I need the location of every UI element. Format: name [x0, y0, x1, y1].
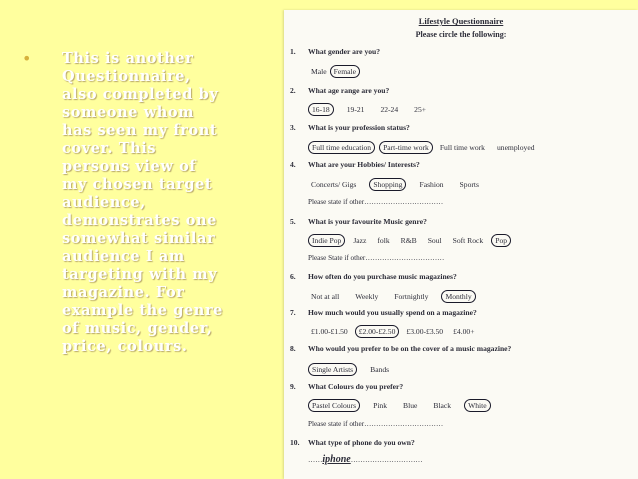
bullet-item: [22, 50, 272, 356]
question-4-options: Concerts/ Gigs Shopping Fashion Sports: [311, 180, 479, 189]
question-9-options: Pastel Colours Pink Blue Black White: [308, 399, 501, 412]
question-6: 6. How often do you purchase music magazines?: [290, 272, 457, 281]
question-10: 10. What type of phone do you own?: [290, 438, 415, 447]
question-6-options: Not at all Weekly Fortnightly Monthly: [308, 290, 486, 303]
question-5-note: Please State if other……………………………: [308, 254, 445, 262]
question-8-options: Single Artists Bands: [308, 363, 402, 376]
bullet-dot-icon: •: [22, 49, 32, 68]
question-3: 3. What is your profession status?: [290, 123, 410, 132]
questionnaire-subtitle: Please circle the following:: [415, 30, 507, 39]
handwritten-answer: iphone: [322, 454, 351, 465]
question-2: 2. What age range are you?: [290, 86, 390, 95]
question-9: 9. What Colours do you prefer?: [290, 382, 404, 391]
question-7-options: £1.00-£1.50 £2.00-£2.50 £3.00-£3.50 £4.00+: [311, 327, 475, 336]
questionnaire-scan: [284, 10, 638, 479]
question-1: 1. What gender are you?: [290, 47, 381, 56]
question-5: 5. What is your favourite Music genre?: [290, 217, 427, 226]
question-2-options: 16-18 19-21 22-24 25+: [308, 103, 439, 116]
question-10-answer: ……iphone…………………………: [308, 454, 423, 465]
bullet-list: [22, 50, 272, 356]
question-4: 4. What are your Hobbies/ Interests?: [290, 160, 420, 169]
bullet-text: This is another Questionnaire, also completed by someone whom has seen my front cover. This persons view of my chosen target audience, demonstrates one somewhat similar audience I am targeting with my magazine. For example the genre of music, gender, price, colours.: [62, 50, 224, 355]
question-7: 7. How much would you usually spend on a magazine?: [290, 308, 477, 317]
question-5-options: Indie Pop Jazz folk R&B Soul Soft Rock Pop: [308, 234, 521, 247]
question-8: 8. Who would you prefer to be on the cover of a music magazine?: [290, 344, 512, 353]
question-3-options: Full time education Part-time work Full time work unemployed: [308, 141, 548, 154]
question-1-options: Male Female: [308, 65, 370, 78]
question-9-note: Please state if other……………………………: [308, 420, 444, 428]
question-4-note: Please state if other……………………………: [308, 198, 444, 206]
questionnaire-title: Lifestyle Questionnaire: [418, 16, 504, 26]
